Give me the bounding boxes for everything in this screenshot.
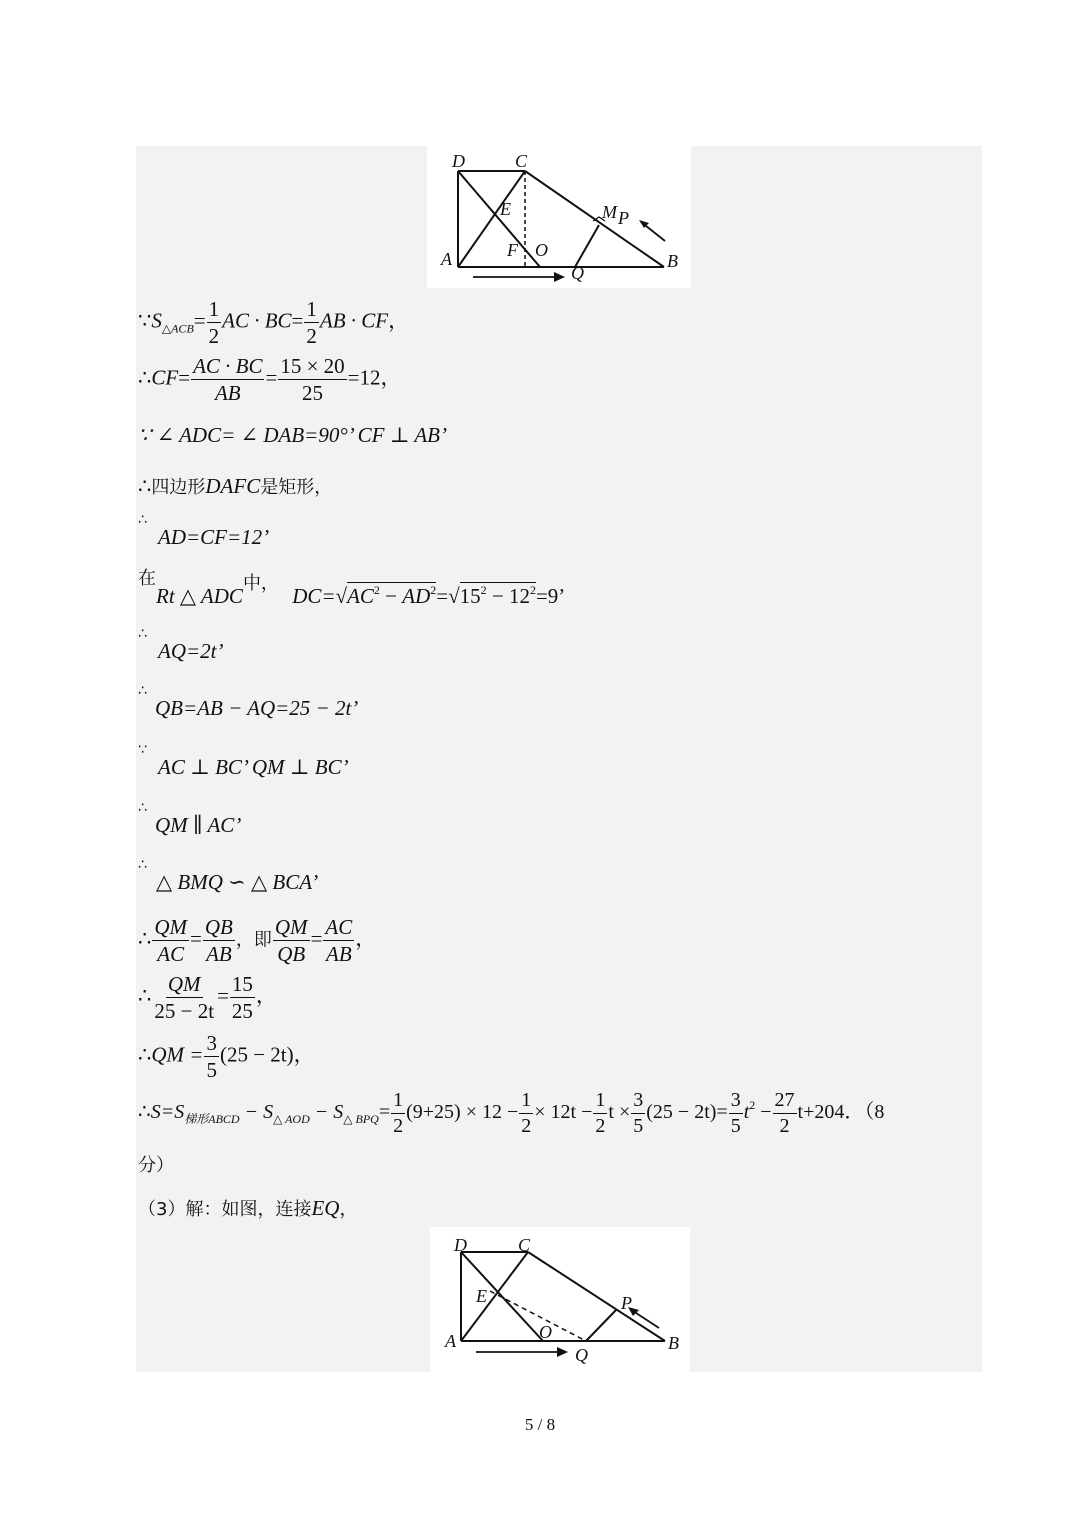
radicand: AC [347, 584, 374, 608]
denominator: 5 [206, 1058, 217, 1083]
operator: − [379, 584, 403, 608]
punctuation: ， [255, 983, 277, 1008]
denominator: 5 [633, 1115, 644, 1137]
exponent: 2 [749, 1098, 756, 1113]
expression: AB · CF [319, 308, 389, 333]
triangle-name: Rt △ ADC [156, 584, 243, 608]
denominator: 2 [393, 1115, 404, 1137]
score-note: 分） [138, 1155, 174, 1176]
equation-line-14 [138, 1031, 315, 1082]
chinese-text: 是矩形， [260, 477, 333, 498]
statement-text: QM ∥ AC’ [155, 813, 242, 837]
equation-line-2 [138, 354, 402, 405]
radicand: − 12 [486, 584, 530, 608]
fraction [230, 972, 255, 1023]
fig2-label-p: P [621, 1293, 632, 1313]
fig1-label-e: E [500, 199, 511, 219]
fraction [773, 1089, 797, 1138]
fraction [278, 354, 346, 405]
fig1-label-f: F [507, 240, 518, 260]
chinese-text: 在 [138, 568, 156, 589]
fig2-label-o: O [539, 1322, 552, 1342]
denominator: QB [277, 942, 306, 967]
area-subscript: △ACB [161, 321, 194, 336]
numerator: 15 [230, 972, 255, 998]
statement-text: AD=CF=12’ [158, 525, 270, 549]
equals: = [378, 1101, 391, 1124]
numerator: 1 [391, 1089, 405, 1114]
equation-line-8 [138, 683, 359, 720]
fig1-label-o: O [535, 240, 548, 260]
punctuation: ， [355, 926, 377, 951]
numerator: AC · BC [191, 354, 264, 380]
therefore-symbol: ∴ [138, 926, 152, 951]
area-subscript: 梯形ABCD [184, 1112, 240, 1127]
statement-text: AC ⊥ BC’ QM ⊥ BC’ [158, 755, 349, 779]
equation-line-6: 在 Rt △ ADC中， $DC=√AC^2 - AD^2=√15^2 - 12^2=9$’ [138, 568, 566, 608]
therefore-symbol: ∴ [138, 365, 152, 390]
fig2-label-e: E [476, 1286, 487, 1306]
equals: = [291, 308, 304, 333]
fraction [593, 1089, 607, 1138]
therefore-symbol: ∴ [138, 983, 152, 1008]
fraction [152, 972, 216, 1023]
denominator: 25 − 2t [154, 999, 215, 1024]
expression: − S [309, 1101, 344, 1124]
equals: = [217, 983, 229, 1008]
fig2-label-d: D [454, 1235, 467, 1255]
equation-line-16 [138, 1157, 174, 1175]
equation-line-4 [138, 476, 332, 497]
equation-line-12 [138, 915, 376, 966]
figure-2 [430, 1227, 690, 1372]
therefore-symbol: ∴ [138, 800, 147, 816]
expression: t × [608, 1101, 631, 1124]
denominator: 5 [730, 1115, 741, 1137]
exponent: 2 [480, 583, 487, 597]
numerator: QM [273, 915, 310, 941]
equation-line-7 [138, 626, 224, 663]
numerator: 1 [593, 1089, 607, 1114]
fig2-label-c: C [518, 1235, 531, 1255]
fig1-label-m: M [602, 202, 617, 222]
denominator: 25 [302, 381, 323, 406]
therefore-symbol: ∴ [138, 1042, 152, 1067]
exponent: 2 [529, 583, 536, 597]
equals: = [178, 365, 191, 390]
area-subscript: △ BPQ [343, 1112, 379, 1127]
therefore-symbol: ∴ [138, 512, 147, 528]
page-number: 5 / 8 [524, 1415, 556, 1434]
expression: (25 − 2t)= [646, 1101, 728, 1124]
expression: × 12t − [534, 1101, 593, 1124]
expression: (25 − 2t)， [219, 1042, 315, 1067]
equation-line-13 [138, 972, 277, 1023]
expression: S=S [150, 1101, 185, 1124]
statement-text: QB=AB − AQ=25 − 2t’ [155, 696, 359, 720]
fraction [204, 1031, 219, 1082]
part-3-intro: （3）解：如图，连接 [138, 1199, 312, 1220]
statement-text: △ BMQ ∽ △ BCA’ [156, 870, 319, 894]
statement-text: ∵ ∠ ADC= ∠ DAB=90°’ CF ⊥ AB’ [138, 423, 448, 447]
fig1-label-p: P [618, 208, 629, 228]
equation-line-10 [138, 800, 242, 837]
denominator: 2 [595, 1115, 606, 1137]
expression: (9+25) × 12 − [406, 1101, 519, 1124]
fraction [191, 354, 264, 405]
numerator: 27 [773, 1089, 797, 1114]
fig1-label-q: Q [571, 263, 584, 283]
fig1-label-b: B [667, 251, 678, 271]
fraction [729, 1089, 743, 1138]
statement-text: AQ=2t’ [158, 639, 224, 663]
radicand: 15 [459, 584, 481, 608]
equals: = [190, 926, 202, 951]
chinese-text: ，即 [235, 929, 272, 951]
expression: AC · BC [222, 308, 292, 333]
result: =12， [347, 365, 402, 390]
expression: − S [239, 1101, 274, 1124]
equation-line-5 [138, 512, 270, 549]
fraction [391, 1089, 405, 1138]
expression: QM = [151, 1042, 204, 1067]
because-symbol: ∵ [138, 742, 147, 758]
fraction [631, 1089, 645, 1138]
equation-line-17 [138, 1198, 357, 1219]
equation-line-3 [138, 425, 447, 446]
numerator: AC [323, 915, 354, 941]
equals: = [436, 584, 449, 608]
expression: t+204．（8 [797, 1101, 885, 1124]
therefore-symbol: ∴ [138, 474, 152, 498]
segment-name: EQ [311, 1196, 340, 1220]
equation-line-9 [138, 742, 349, 779]
denominator: AB [326, 942, 352, 967]
fraction [203, 915, 235, 966]
expression: CF [151, 365, 179, 390]
denominator: 25 [231, 999, 253, 1024]
equals: = [193, 308, 206, 333]
equation-line-1 [138, 297, 409, 348]
fig1-label-d: D [452, 151, 465, 171]
result: =9’ [535, 584, 566, 608]
therefore-symbol: ∴ [138, 1101, 151, 1124]
numerator: 1 [304, 297, 319, 323]
numerator: 1 [207, 297, 222, 323]
equals: = [265, 365, 278, 390]
exponent: 2 [430, 583, 437, 597]
exponent: 2 [373, 583, 380, 597]
numerator: QB [203, 915, 235, 941]
numerator: 3 [729, 1089, 743, 1114]
equation-line-11 [138, 857, 319, 894]
fig2-label-b: B [668, 1333, 679, 1353]
fraction [273, 915, 310, 966]
fig2-label-q: Q [575, 1345, 588, 1365]
quadrilateral-name: DAFC [205, 474, 261, 498]
punctuation: ， [388, 308, 410, 333]
therefore-symbol: ∴ [138, 857, 147, 873]
therefore-symbol: ∴ [138, 626, 147, 642]
denominator: 2 [208, 324, 220, 349]
expression: DC= [292, 584, 336, 608]
fraction [323, 915, 354, 966]
denominator: 2 [521, 1115, 532, 1137]
numerator: 3 [204, 1031, 219, 1057]
denominator: 2 [306, 324, 317, 349]
numerator: QM [166, 972, 203, 998]
numerator: 3 [631, 1089, 645, 1114]
chinese-text: 四边形 [151, 477, 206, 498]
numerator: 1 [519, 1089, 533, 1114]
therefore-symbol: ∴ [138, 683, 147, 699]
area-subscript: △ AOD [273, 1112, 310, 1127]
denominator: 2 [779, 1115, 790, 1137]
fig1-label-c: C [515, 151, 528, 171]
denominator: AC [157, 942, 185, 967]
equation-line-15 [138, 1089, 884, 1138]
fraction [304, 297, 319, 348]
denominator: AB [214, 381, 241, 406]
figure-1 [427, 146, 691, 288]
radicand: AD [402, 584, 431, 608]
fraction [207, 297, 222, 348]
fraction [519, 1089, 533, 1138]
fraction [152, 915, 189, 966]
equals: = [310, 926, 323, 951]
expression: t [743, 1101, 750, 1124]
fig1-label-a: A [441, 249, 452, 269]
because-symbol: ∵ [138, 308, 152, 333]
numerator: QM [152, 915, 189, 941]
area-symbol: S [151, 308, 162, 333]
denominator: AB [206, 942, 232, 967]
punctuation: ， [339, 1199, 358, 1220]
expression: − [755, 1101, 772, 1124]
fig2-label-a: A [445, 1331, 456, 1351]
chinese-text: 中， [242, 573, 279, 594]
numerator: 15 × 20 [278, 354, 346, 380]
